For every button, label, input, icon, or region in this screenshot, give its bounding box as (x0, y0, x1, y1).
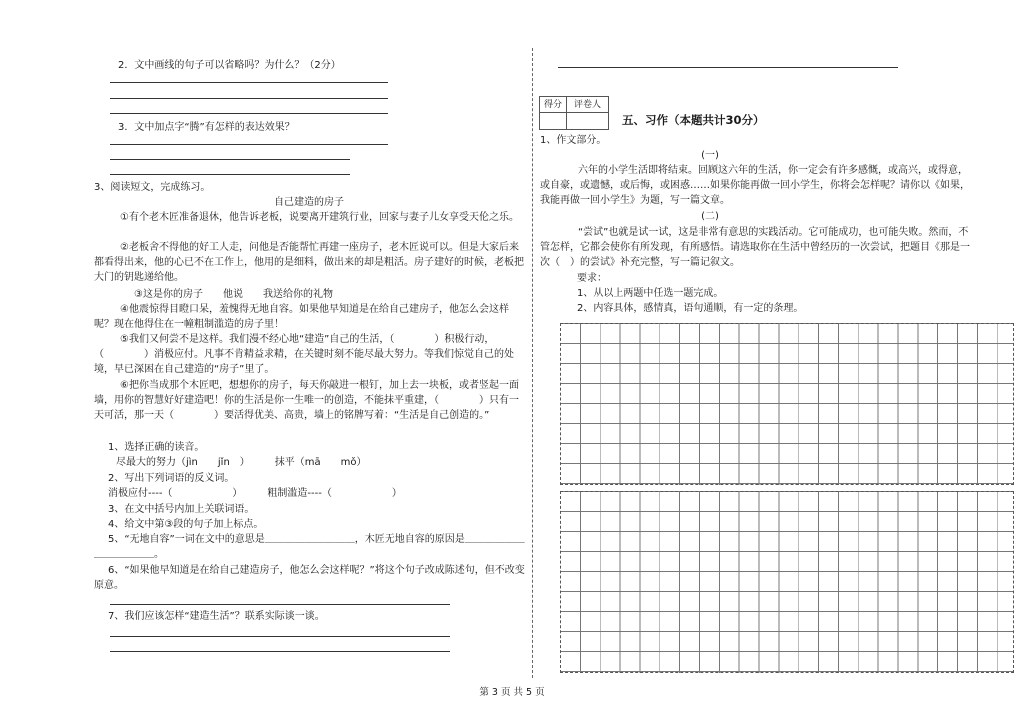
question-3: 3．文中加点字“腾”有怎样的表达效果？ (118, 122, 295, 133)
requirement-2: 2、内容具体，感情真，语句通顺，有一定的条理。 (577, 303, 804, 314)
exercise-1-options: 尽最大的努力（jìn jǐn ） 抹平（mā mǒ） (116, 457, 367, 468)
exercise-2: 2、写出下列词语的反义词。 (108, 473, 235, 484)
answer-line (110, 98, 388, 99)
prompt-1: 六年的小学生活即将结束。回顾这六年的生活，你一定会有许多感慨，或高兴，或得意，或自豪，或遗憾，或后悔，或困惑……如果你能再做一回小学生，你将会怎样呢？请你以《如果，我能再做一回小学生》为题，写一篇文章。 (540, 165, 970, 206)
writing-grid-top[interactable] (560, 323, 1014, 485)
exercise-5: 5、“无地自容”一词在文中的意思是＿＿＿＿＿＿＿＿＿，木匠无地自容的原因是＿＿＿＿＿＿＿＿＿＿＿＿。 (94, 534, 525, 560)
section-3-heading: 3、阅读短文，完成练习。 (94, 182, 211, 193)
page-number: 第 3 页 共 5 页 (479, 687, 545, 698)
grader-label: 评卷人 (573, 100, 601, 110)
exercise-4: 4、给文中第③段的句子加上标点。 (108, 519, 264, 530)
paragraph-1: ①有个老木匠准备退休，他告诉老板，说要离开建筑行业，回家与妻子儿女享受天伦之乐。 (120, 212, 519, 223)
score-label: 得分 (543, 100, 562, 110)
column-divider (532, 48, 533, 678)
answer-line (110, 82, 388, 83)
exercise-1: 1、选择正确的读音。 (108, 442, 205, 453)
exercise-7: 7、我们应该怎样“建造生活”？联系实际谈一谈。 (108, 611, 325, 622)
prompt-2: “尝试”也就是试一试，这是非常有意思的实践活动。它可能成功，也可能失败。然而，不管怎样，它都会使你有所发现，有所感悟。请选取你在生活中曾经历的一次尝试，把题目《那是一次（ ）的尝试》补充完整，写一篇记叙文。 (540, 227, 970, 268)
score-box (539, 96, 609, 130)
story-title: 自己建造的房子 (274, 197, 344, 208)
answer-line (110, 651, 450, 652)
exercise-3: 3、在文中括号内加上关联词语。 (108, 504, 255, 515)
answer-line (110, 113, 388, 114)
subtitle-2: (二) (701, 211, 719, 222)
exercise-6: 6、“如果他早知道是在给自己建造房子，他怎么会这样呢？”将这个句子改成陈述句，但不改变原意。 (94, 565, 525, 591)
requirements-heading: 要求： (577, 273, 607, 284)
answer-line (110, 174, 350, 175)
paragraph-5: ⑤我们又何尝不是这样。我们漫不经心地“建造”自己的生活，（ ）积极行动，（ ）消极应付。凡事不肯精益求精，在关键时刻不能尽最大努力。等我们惊觉自己的处境，早已深困在自己建造的“房子”里了。 (94, 334, 514, 375)
answer-line (110, 159, 350, 160)
answer-line (110, 636, 450, 637)
answer-line (110, 144, 388, 145)
question-2: 2．文中画线的句子可以省略吗？为什么？（2分） (118, 60, 341, 71)
composition-part: 1、作文部分。 (540, 135, 607, 146)
requirement-1: 1、从以上两题中任选一题完成。 (577, 288, 724, 299)
exercise-2-items: 消极应付----（ ） 粗制滥造----（ ） (108, 488, 402, 499)
paragraph-2: ②老板舍不得他的好工人走，问他是否能帮忙再建一座房子，老木匠说可以。但是大家后来都看得出来，他的心已不在工作上，他用的是细料，做出来的却是粗活。房子建好的时候，老板把大门的钥匙递给他。 (94, 242, 524, 283)
answer-line (558, 67, 898, 68)
subtitle-1: (一) (701, 150, 719, 161)
paragraph-4: ④他震惊得目瞪口呆，羞愧得无地自容。如果他早知道是在给自己建房子，他怎么会这样呢？现在他得住在一幢粗制滥造的房子里！ (94, 304, 509, 330)
paragraph-3: ③这是你的房子 他说 我送给你的礼物 (134, 289, 333, 300)
paragraph-6: ⑥把你当成那个木匠吧，想想你的房子，每天你敲进一根钉，加上去一块板，或者竖起一面墙，用你的智慧好好建造吧！你的生活是你一生唯一的创造，不能抹平重建，（ ）只有一天可活，那一天（ ）要活得优美、高贵，墙上的铭牌写着：“生活是自己创造的。” (94, 380, 519, 421)
answer-line (110, 604, 450, 605)
writing-grid-bottom[interactable] (560, 491, 1014, 673)
section-5-title: 五、习作（本题共计30分） (622, 113, 765, 127)
